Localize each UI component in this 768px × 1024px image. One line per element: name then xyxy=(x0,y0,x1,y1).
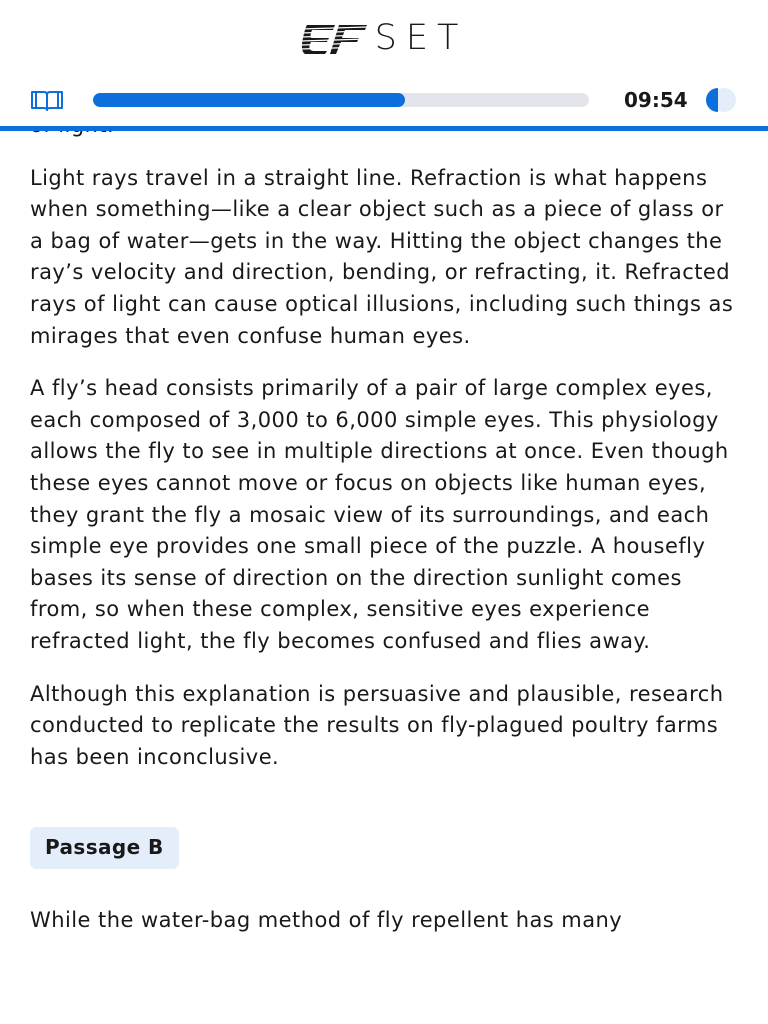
clock-pie-icon xyxy=(702,86,740,114)
countdown-timer: 09:54 xyxy=(624,88,688,112)
passage-b-label: Passage B xyxy=(30,827,179,869)
ef-logo-mark xyxy=(301,21,367,55)
top-header xyxy=(0,0,768,127)
header-divider xyxy=(0,126,768,131)
progress-fill xyxy=(93,93,405,107)
logo-text: SET xyxy=(374,18,468,58)
passage-paragraph: While the water-bag method of fly repellent has many xyxy=(30,908,623,933)
progress-bar xyxy=(93,93,589,107)
passage-paragraph: A fly’s head consists primarily of a pair of large complex eyes, each composed of 3,000 to 6,000 simple eyes. This physiology allows the fly to see in multiple directions at once. Even though these eyes cannot move or focus on objects like human eyes, they grant the fly a mosaic view of its surroundings, and each simple eye provides one small piece of the puzzle. A housefly bases its sense of direction on the direction sunlight comes from, so when these complex, sensitive eyes experience refracted light, the fly becomes confused and flies away. xyxy=(30,376,729,653)
open-book-icon[interactable] xyxy=(30,88,64,112)
test-toolbar xyxy=(0,80,768,120)
passage-paragraph: Light rays travel in a straight line. Refraction is what happens when something—like a clear object such as a piece of glass or a bag of water—gets in the way. Hitting the object changes the ray’s velocity and direction, bending, or refracting, it. Refracted rays of light can cause optical illusions, including such things as mirages that even confuse human eyes. xyxy=(30,165,734,348)
passage-content xyxy=(30,110,742,958)
passage-paragraph: Although this explanation is persuasive and plausible, research conducted to replicate the results on fly-plagued poultry farms has been inconclusive. xyxy=(30,681,724,769)
ef-set-logo xyxy=(0,18,768,58)
